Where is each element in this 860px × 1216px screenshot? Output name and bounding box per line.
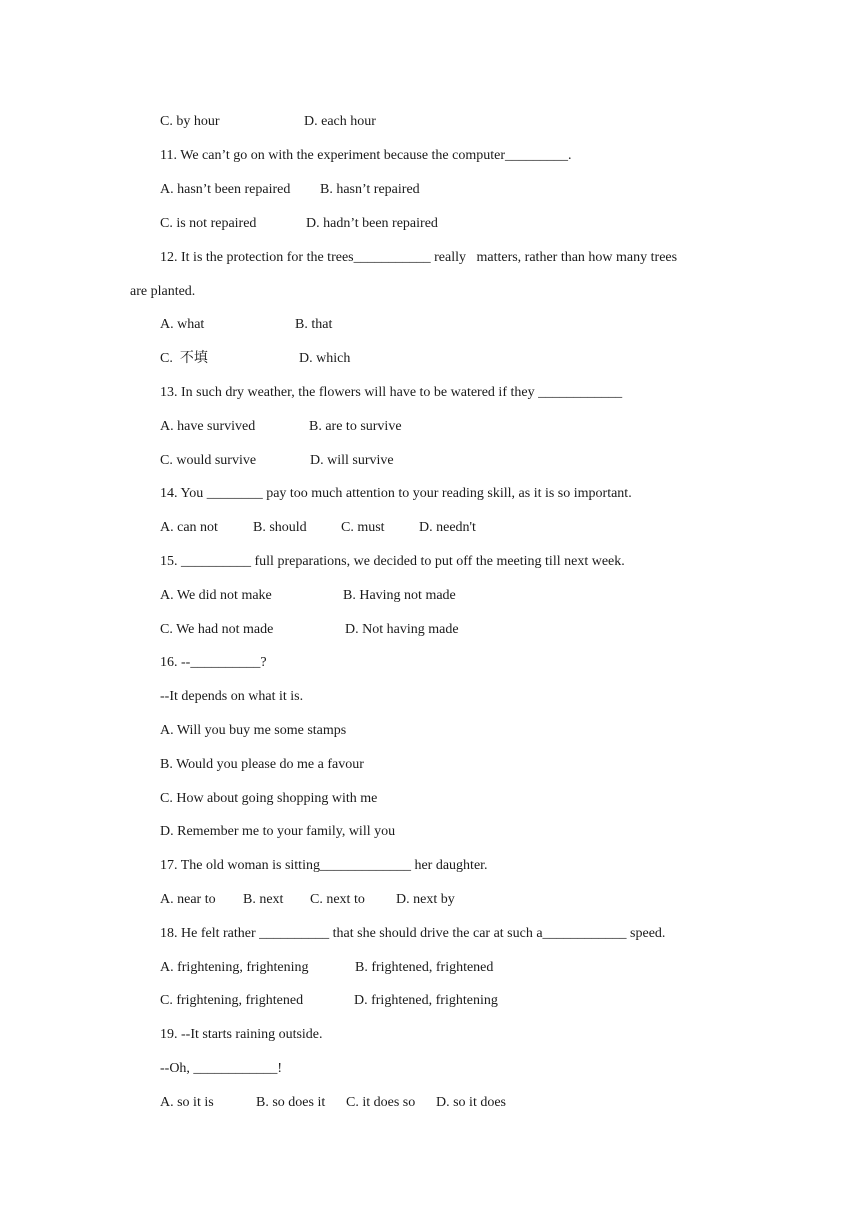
option-b: B. hasn’t repaired bbox=[320, 182, 420, 197]
option-b: B. should bbox=[253, 520, 307, 535]
option-a: A. hasn’t been repaired bbox=[160, 182, 291, 197]
option-a: A. near to bbox=[160, 892, 216, 907]
question-text: 14. You ________ pay too much attention to your reading skill, as it is so important. bbox=[160, 486, 632, 501]
question-text: 17. The old woman is sitting_____________ her daughter. bbox=[160, 858, 488, 873]
line-q19-opts bbox=[160, 1094, 506, 1202]
question-text: 16. --__________? bbox=[160, 655, 267, 670]
option-c: C. frightening, frightened bbox=[160, 993, 304, 1008]
option-d: D. Remember me to your family, will you bbox=[160, 824, 396, 839]
option-c: C. We had not made bbox=[160, 622, 274, 637]
option-c: C. by hour bbox=[160, 114, 220, 129]
question-text: 15. __________ full preparations, we decided to put off the meeting till next week. bbox=[160, 554, 625, 569]
option-a: A. We did not make bbox=[160, 588, 272, 603]
option-b: B. frightened, frightened bbox=[355, 960, 494, 975]
option-c: C. How about going shopping with me bbox=[160, 791, 378, 806]
option-b: B. are to survive bbox=[309, 419, 402, 434]
option-d: D. frightened, frightening bbox=[354, 993, 498, 1008]
option-a: A. frightening, frightening bbox=[160, 960, 309, 975]
question-text: 18. He felt rather __________ that she should drive the car at such a____________ speed. bbox=[160, 926, 666, 941]
option-b: B. next bbox=[243, 892, 284, 907]
option-c: C. is not repaired bbox=[160, 216, 257, 231]
option-c: C. 不填 bbox=[160, 351, 208, 366]
option-a: A. can not bbox=[160, 520, 218, 535]
option-d: D. each hour bbox=[304, 114, 376, 129]
question-text: 13. In such dry weather, the flowers will have to be watered if they ____________ bbox=[160, 385, 623, 400]
option-d: D. so it does bbox=[436, 1095, 506, 1110]
dialogue-reply: --It depends on what it is. bbox=[160, 689, 304, 704]
option-d: D. needn't bbox=[419, 520, 476, 535]
question-text: 12. It is the protection for the trees___________ really matters, rather than how many trees bbox=[160, 250, 678, 265]
option-c: C. would survive bbox=[160, 453, 257, 468]
option-c: C. it does so bbox=[346, 1095, 416, 1110]
option-d: D. Not having made bbox=[345, 622, 459, 637]
option-a: A. so it is bbox=[160, 1095, 214, 1110]
option-b: B. Would you please do me a favour bbox=[160, 757, 364, 772]
option-a: A. Will you buy me some stamps bbox=[160, 723, 347, 738]
option-a: A. what bbox=[160, 317, 205, 332]
question-text-continued: are planted. bbox=[130, 284, 196, 299]
option-d: D. hadn’t been repaired bbox=[306, 216, 438, 231]
dialogue-reply: --Oh, ____________! bbox=[160, 1061, 283, 1076]
option-d: D. will survive bbox=[310, 453, 394, 468]
option-b: B. Having not made bbox=[343, 588, 456, 603]
option-b: B. that bbox=[295, 317, 333, 332]
option-c: C. next to bbox=[310, 892, 365, 907]
option-a: A. have survived bbox=[160, 419, 256, 434]
option-c: C. must bbox=[341, 520, 385, 535]
option-d: D. next by bbox=[396, 892, 455, 907]
option-d: D. which bbox=[299, 351, 351, 366]
question-text: 11. We can’t go on with the experiment because the computer_________. bbox=[160, 148, 572, 163]
question-text: 19. --It starts raining outside. bbox=[160, 1027, 323, 1042]
option-b: B. so does it bbox=[256, 1095, 326, 1110]
